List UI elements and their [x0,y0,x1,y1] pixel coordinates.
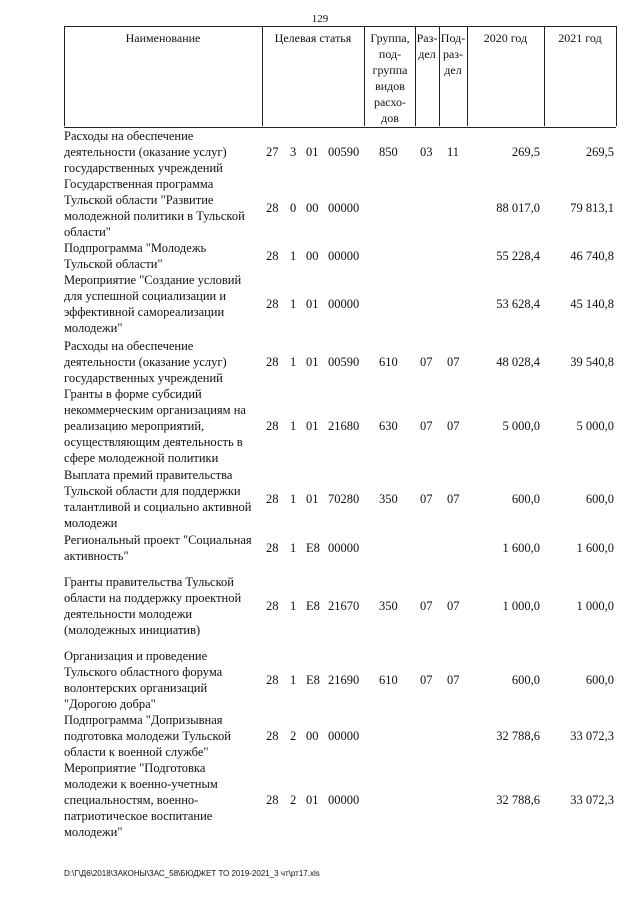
value-2021: 600,0 [585,673,614,687]
code-part-1: 28 [266,793,279,807]
divider [262,26,263,126]
header-name: Наименование [125,31,201,45]
row-name: Мероприятие "Подготовка молодежи к военно-учетным специальностям, военно-патриотическое воспитание молодежи" [64,761,218,839]
row-name: Выплата премий правительства Тульской области для поддержки талантливой и социально активной молодежи [64,468,252,530]
value-2020: 5 000,0 [502,419,540,433]
value-2021: 79 813,1 [570,201,614,215]
group-code: 350 [379,599,398,613]
code-part-4: 00590 [328,355,360,369]
code-part-3: 00 [306,201,319,215]
value-2021: 33 072,3 [570,793,614,807]
code-part-3: 01 [306,355,319,369]
code-part-2: 1 [290,419,297,433]
row-name: Подпрограмма "Молодежь Тульской области" [64,241,207,271]
group-code: 850 [379,145,398,159]
value-2021: 5 000,0 [576,419,614,433]
code-part-3: 01 [306,145,319,159]
value-2020: 32 788,6 [496,793,540,807]
code-part-3: 01 [306,793,319,807]
code-part-4: 21690 [328,673,360,687]
code-part-3: 01 [306,419,319,433]
code-part-4: 70280 [328,492,360,506]
value-2020: 1 000,0 [502,599,540,613]
code-part-1: 28 [266,673,279,687]
header-2021: 2021 год [558,31,602,45]
divider [467,26,468,126]
code-part-4: 00000 [328,793,360,807]
section-code: 07 [420,673,433,687]
code-part-3: E8 [306,599,320,613]
section-code: 07 [420,492,433,506]
value-2021: 600,0 [585,492,614,506]
code-part-3: 01 [306,297,319,311]
code-part-1: 28 [266,729,279,743]
code-part-1: 28 [266,355,279,369]
row-name: Расходы на обеспечение деятельности (оказание услуг) государственных учреждений [64,339,227,385]
row-name: Подпрограмма "Допризывная подготовка молодежи Тульской области к военной службе" [64,713,231,759]
row-name: Государственная программа Тульской области "Развитие молодежной политики в Тульской области" [64,177,245,239]
value-2020: 53 628,4 [496,297,540,311]
code-part-4: 21670 [328,599,360,613]
section-code: 07 [420,419,433,433]
divider [439,26,440,126]
code-part-4: 00000 [328,541,360,555]
row-name: Гранты в форме субсидий некоммерческим организациям на реализацию мероприятий, осуществляющим деятельность в сфере молодежной политики [64,387,246,465]
code-part-3: 01 [306,492,319,506]
row-name: Гранты правительства Тульской области на поддержку проектной деятельности молодежи (молодежных инициатив) [64,575,242,637]
group-code: 350 [379,492,398,506]
code-part-1: 28 [266,297,279,311]
value-2020: 48 028,4 [496,355,540,369]
subsection-code: 07 [447,599,460,613]
group-code: 610 [379,355,398,369]
value-2021: 1 600,0 [576,541,614,555]
subsection-code: 07 [447,673,460,687]
header-target: Целевая статья [274,31,352,45]
subsection-code: 07 [447,355,460,369]
file-path-footer: D:\Г\Д6\2018\ЗАКОНЫ\ЗАС_58\БЮДЖЕТ ТО 2019-2021_3 чт\рт17.xls [64,869,320,878]
code-part-2: 3 [290,145,297,159]
subsection-code: 07 [447,419,460,433]
value-2021: 39 540,8 [570,355,614,369]
section-code: 07 [420,599,433,613]
header-2020: 2020 год [483,31,528,45]
code-part-3: E8 [306,673,320,687]
code-part-1: 28 [266,249,279,263]
code-part-2: 1 [290,599,297,613]
code-part-3: 00 [306,729,319,743]
divider [415,26,416,126]
divider [64,26,65,126]
code-part-2: 1 [290,249,297,263]
code-part-4: 00000 [328,249,360,263]
code-part-2: 1 [290,541,297,555]
code-part-4: 00000 [328,729,360,743]
code-part-1: 28 [266,419,279,433]
divider [364,26,365,126]
row-name: Организация и проведение Тульского областного форума волонтерских организаций "Дорогою добра" [64,649,223,711]
value-2020: 1 600,0 [502,541,540,555]
subsection-code: 07 [447,492,460,506]
code-part-4: 00000 [328,297,360,311]
value-2020: 600,0 [511,673,540,687]
header-group: Группа, под- группа видов расхо- дов [370,31,410,125]
code-part-3: 00 [306,249,319,263]
code-part-2: 2 [290,793,297,807]
section-code: 07 [420,355,433,369]
code-part-4: 21680 [328,419,360,433]
subsection-code: 11 [447,145,460,159]
code-part-2: 0 [290,201,297,215]
code-part-1: 28 [266,599,279,613]
value-2020: 32 788,6 [496,729,540,743]
code-part-2: 1 [290,297,297,311]
value-2020: 55 228,4 [496,249,540,263]
value-2020: 269,5 [511,145,540,159]
code-part-4: 00000 [328,201,360,215]
page-number: 129 [311,13,329,25]
group-code: 610 [379,673,398,687]
code-part-3: E8 [306,541,320,555]
code-part-1: 28 [266,541,279,555]
row-name: Мероприятие "Создание условий для успешной социализации и эффективной самореализации молодежи" [64,273,242,335]
header-section: Раз- дел [416,31,438,61]
row-name: Расходы на обеспечение деятельности (оказание услуг) государственных учреждений [64,129,227,175]
group-code: 630 [379,419,398,433]
value-2021: 46 740,8 [570,249,614,263]
value-2021: 1 000,0 [576,599,614,613]
divider [544,26,545,126]
code-part-2: 1 [290,492,297,506]
header-subsection: Под- раз- дел [440,31,466,77]
value-2020: 600,0 [511,492,540,506]
code-part-1: 28 [266,492,279,506]
code-part-4: 00590 [328,145,360,159]
code-part-2: 1 [290,355,297,369]
row-name: Региональный проект "Социальная активность" [64,533,252,563]
code-part-2: 2 [290,729,297,743]
value-2021: 45 140,8 [570,297,614,311]
value-2021: 33 072,3 [570,729,614,743]
code-part-1: 27 [266,145,279,159]
value-2021: 269,5 [585,145,614,159]
code-part-1: 28 [266,201,279,215]
code-part-2: 1 [290,673,297,687]
divider [616,26,617,126]
value-2020: 88 017,0 [496,201,540,215]
section-code: 03 [420,145,433,159]
